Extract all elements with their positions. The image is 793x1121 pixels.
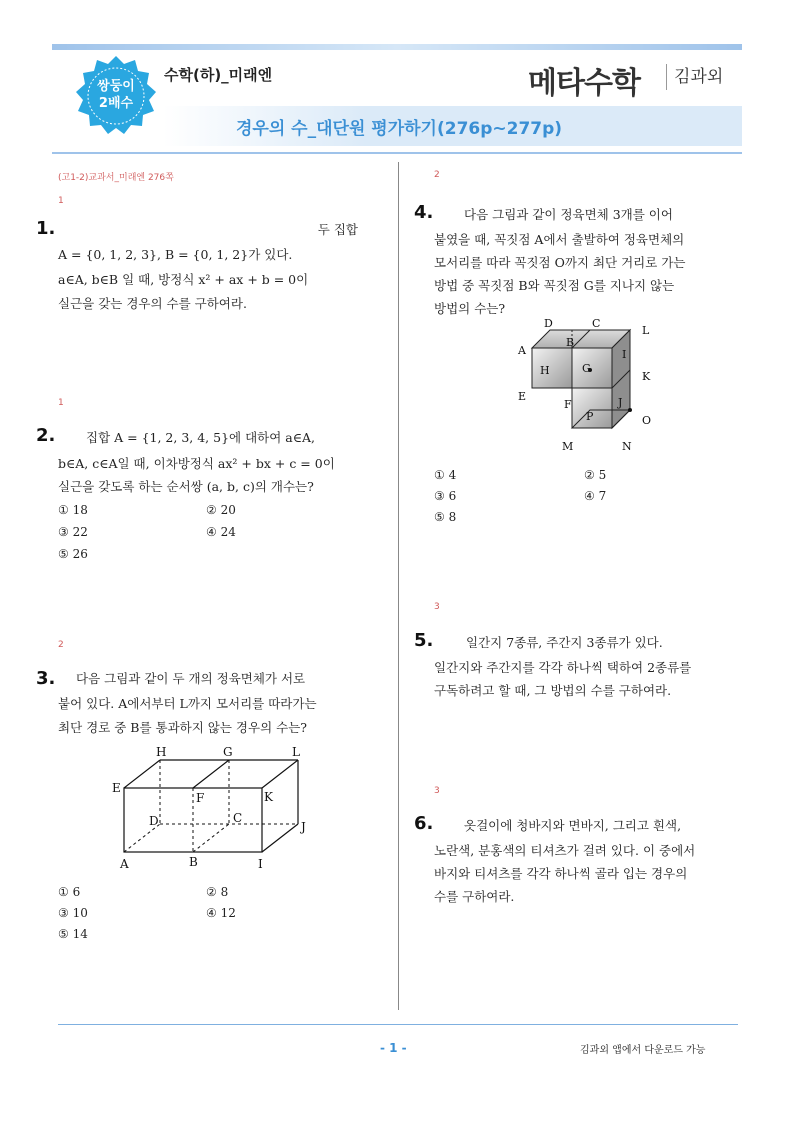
q3-label-A: A: [120, 857, 129, 871]
q3-line-1: 다음 그림과 같이 두 개의 정육면체가 서로: [76, 671, 306, 686]
q6-line-4: 수를 구하여라.: [434, 889, 515, 904]
q1-number: 1.: [36, 218, 56, 239]
q4-number: 4.: [414, 202, 434, 223]
subject-title: 수학(하)_미래엔: [164, 66, 273, 84]
q2-option-1[interactable]: ① 18: [58, 503, 88, 517]
q4-option-5[interactable]: ⑤ 8: [434, 510, 457, 524]
brand-separator: [666, 64, 667, 90]
q4-label-L: L: [642, 324, 650, 337]
q4-label-B: B: [566, 336, 575, 349]
q3-option-2[interactable]: ② 8: [206, 885, 229, 899]
q3-line-3: 최단 경로 중 B를 통과하지 않는 경우의 수는?: [58, 720, 307, 735]
q4-line-3: 모서리를 따라 꼭짓점 O까지 최단 거리로 가는: [434, 255, 686, 270]
q4-option-1[interactable]: ① 4: [434, 468, 457, 482]
q4-label-C: C: [592, 317, 601, 330]
q5-difficulty: 3: [434, 602, 440, 612]
q6-number: 6.: [414, 813, 434, 834]
q5-number: 5.: [414, 630, 434, 651]
q3-number: 3.: [36, 668, 56, 689]
q3-label-F: F: [196, 791, 205, 805]
badge-line-1: 쌍둥이: [97, 79, 135, 94]
header-top-bar: [52, 44, 742, 50]
q3-figure: [104, 744, 314, 874]
q5-line-2: 일간지와 주간지를 각각 하나씩 택하여 2종류를: [434, 660, 692, 675]
q4-option-2[interactable]: ② 5: [584, 468, 607, 482]
q2-line-1: 집합 A = {1, 2, 3, 4, 5}에 대하여 a∈A,: [86, 430, 315, 445]
page-title: 경우의 수_대단원 평가하기(276p~277p): [236, 119, 563, 139]
q4-label-P: P: [586, 410, 594, 423]
badge-line-2: 2배수: [98, 96, 134, 111]
q4-label-D: D: [544, 317, 553, 330]
q4-difficulty: 2: [434, 170, 440, 180]
q2-line-2: b∈A, c∈A일 때, 이차방정식 ax² + bx + c = 0이: [58, 456, 335, 471]
q6-line-2: 노란색, 분홍색의 티셔츠가 걸려 있다. 이 중에서: [434, 843, 696, 858]
q3-label-H: H: [156, 745, 167, 759]
q4-label-I: I: [622, 348, 627, 361]
q6-line-1: 옷걸이에 청바지와 면바지, 그리고 흰색,: [464, 818, 682, 833]
q4-label-H: H: [540, 364, 550, 377]
q5-line-1: 일간지 7종류, 주간지 3종류가 있다.: [466, 635, 663, 650]
q4-label-M: M: [562, 440, 574, 453]
q3-option-1[interactable]: ① 6: [58, 885, 81, 899]
q3-difficulty: 2: [58, 640, 64, 650]
q2-option-2[interactable]: ② 20: [206, 503, 236, 517]
q1-difficulty: 1: [58, 196, 64, 206]
q3-label-B: B: [189, 855, 198, 869]
page-number: - 1 -: [380, 1041, 407, 1055]
q4-label-O: O: [642, 414, 652, 427]
q3-option-5[interactable]: ⑤ 14: [58, 927, 88, 941]
header-divider: [52, 152, 742, 154]
q3-option-4[interactable]: ④ 12: [206, 906, 236, 920]
q4-label-E: E: [518, 390, 527, 403]
q3-label-D: D: [149, 814, 159, 828]
q3-label-K: K: [264, 790, 273, 804]
q4-option-3[interactable]: ③ 6: [434, 489, 457, 503]
brand-sub-logo: 김과외: [674, 67, 724, 87]
q3-option-3[interactable]: ③ 10: [58, 906, 88, 920]
q4-line-4: 방법 중 꼭짓점 B와 꼭짓점 G를 지나지 않는: [434, 278, 675, 293]
q2-line-3: 실근을 갖도록 하는 순서쌍 (a, b, c)의 개수는?: [58, 479, 314, 494]
q4-label-N: N: [622, 440, 632, 453]
q3-label-E: E: [112, 781, 121, 795]
footer-note: 김과외 앱에서 다운로드 가능: [580, 1045, 706, 1056]
source-note: (고1-2)교과서_미래엔 276쪽: [58, 173, 174, 183]
q1-line-2: A = {0, 1, 2, 3}, B = {0, 1, 2}가 있다.: [58, 247, 293, 262]
q4-figure: [514, 316, 660, 454]
q5-line-3: 구독하려고 할 때, 그 방법의 수를 구하여라.: [434, 683, 672, 698]
badge-text: [74, 78, 158, 112]
q3-line-2: 붙어 있다. A에서부터 L까지 모서리를 따라가는: [58, 696, 317, 711]
q4-label-G: G: [582, 362, 591, 375]
q2-number: 2.: [36, 425, 56, 446]
q1-line-4: 실근을 갖는 경우의 수를 구하여라.: [58, 296, 247, 311]
q2-option-4[interactable]: ④ 24: [206, 525, 236, 539]
q4-label-F: F: [564, 398, 572, 411]
q3-label-J: J: [301, 820, 306, 834]
q4-line-1: 다음 그림과 같이 정육면체 3개를 이어: [464, 207, 673, 222]
footer-divider: [58, 1024, 738, 1025]
q2-option-3[interactable]: ③ 22: [58, 525, 88, 539]
q4-line-2: 붙였을 때, 꼭짓점 A에서 출발하여 정육면체의: [434, 232, 685, 247]
brand-logo: 메타수학: [528, 66, 640, 101]
q2-option-5[interactable]: ⑤ 26: [58, 547, 88, 561]
q6-line-3: 바지와 티셔츠를 각각 하나씩 골라 입는 경우의: [434, 866, 688, 881]
q1-line-3: a∈A, b∈B 일 때, 방정식 x² + ax + b = 0이: [58, 272, 309, 287]
q1-line-1: 두 집합: [317, 222, 358, 237]
column-divider: [398, 162, 399, 1010]
q4-label-K: K: [642, 370, 651, 383]
q4-label-J: J: [618, 396, 623, 409]
q6-difficulty: 3: [434, 786, 440, 796]
q2-difficulty: 1: [58, 398, 64, 408]
q3-label-L: L: [292, 745, 300, 759]
q3-label-I: I: [258, 857, 263, 871]
q4-label-A: A: [518, 344, 526, 357]
q4-line-5: 방법의 수는?: [434, 301, 506, 316]
q3-label-C: C: [233, 811, 243, 825]
q3-label-G: G: [223, 745, 233, 759]
q4-option-4[interactable]: ④ 7: [584, 489, 607, 503]
